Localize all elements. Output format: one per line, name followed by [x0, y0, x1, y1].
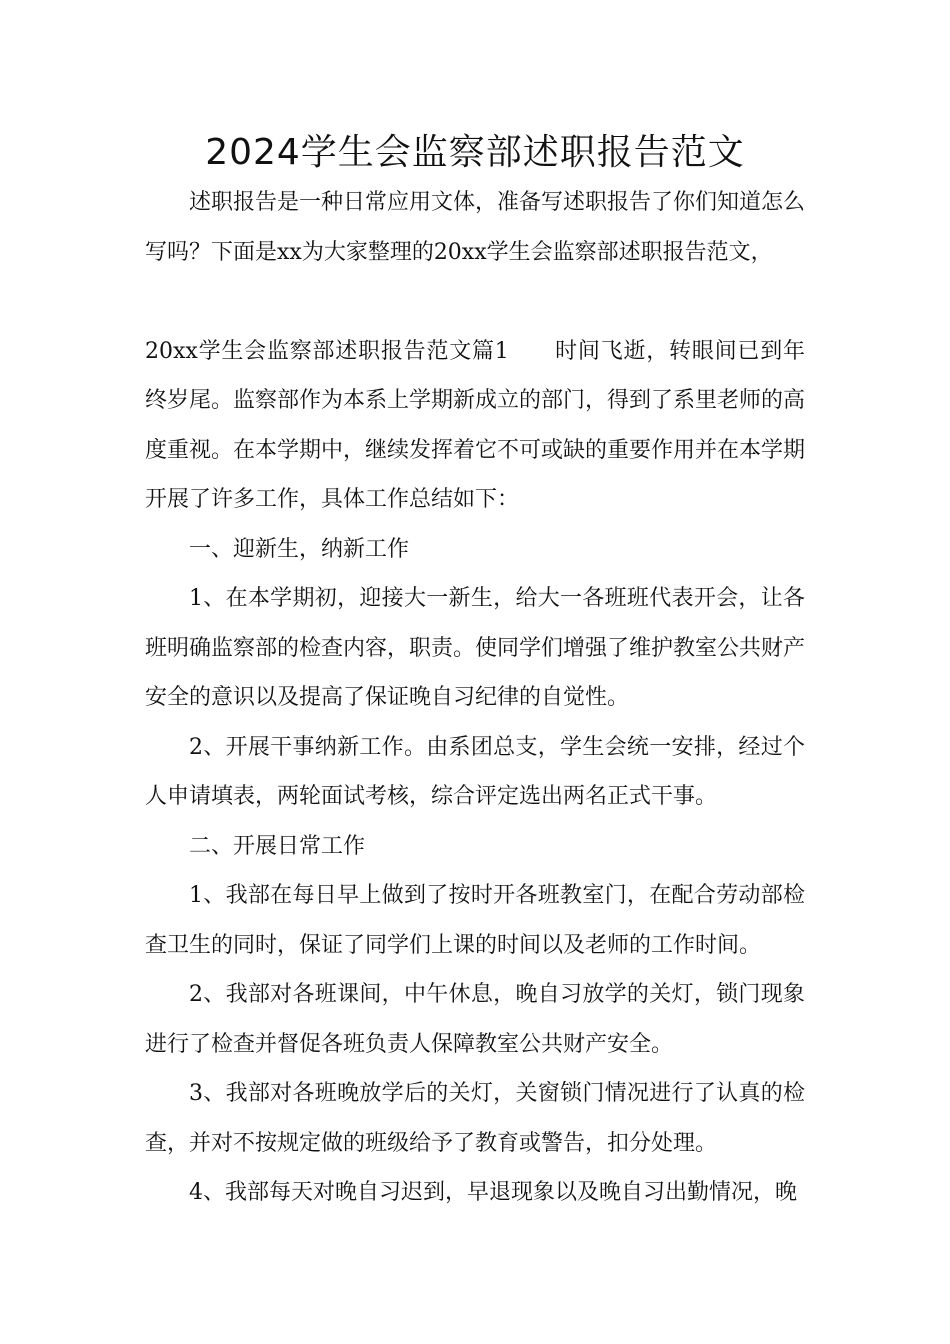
document-body: [145, 178, 805, 1218]
paragraph-item-1: 1、在本学期初，迎接大一新生，给大一各班班代表开会，让各班明确监察部的检查内容，职责。使同学们增强了维护教室公共财产安全的意识以及提高了保证晚自习纪律的自觉性。: [145, 586, 806, 710]
paragraph-daily-2: 2、我部对各班课间，中午休息，晚自习放学的关灯，锁门现象进行了检查并督促各班负责人保障教室公共财产安全。: [145, 982, 805, 1057]
paragraph-daily-4: 4、我部每天对晚自习迟到，早退现象以及晚自习出勤情况，晚: [189, 1180, 797, 1205]
paragraph-item-2: 2、开展干事纳新工作。由系团总支，学生会统一安排，经过个人申请填表，两轮面试考核，综合评定选出两名正式干事。: [145, 734, 805, 809]
paragraph-daily-1: 1、我部在每日早上做到了按时开各班教室门，在配合劳动部检查卫生的同时，保证了同学们上课的时间以及老师的工作时间。: [145, 883, 805, 958]
subheading-daily-work: 二、开展日常工作: [189, 833, 366, 859]
section-heading-paragraph: 20xx学生会监察部述职报告范文篇1 时间飞逝，转眼间已到年终岁尾。监察部作为本系上学期新成立的部门，得到了系里老师的高度重视。在本学期中，继续发挥着它不可或缺的重要作用并在本学期开展了许多工作，具体工作总结如下：: [145, 338, 806, 512]
paragraph-daily-3: 3、我部对各班晚放学后的关灯，关窗锁门情况进行了认真的检查，并对不按规定做的班级给予了教育或警告，扣分处理。: [145, 1081, 805, 1156]
subheading-new-students: 一、迎新生，纳新工作: [189, 536, 410, 562]
document-title: 2024学生会监察部述职报告范文: [205, 132, 745, 173]
intro-paragraph: 述职报告是一种日常应用文体，准备写述职报告了你们知道怎么写吗？下面是xx为大家整理的20xx学生会监察部述职报告范文，: [145, 190, 806, 265]
